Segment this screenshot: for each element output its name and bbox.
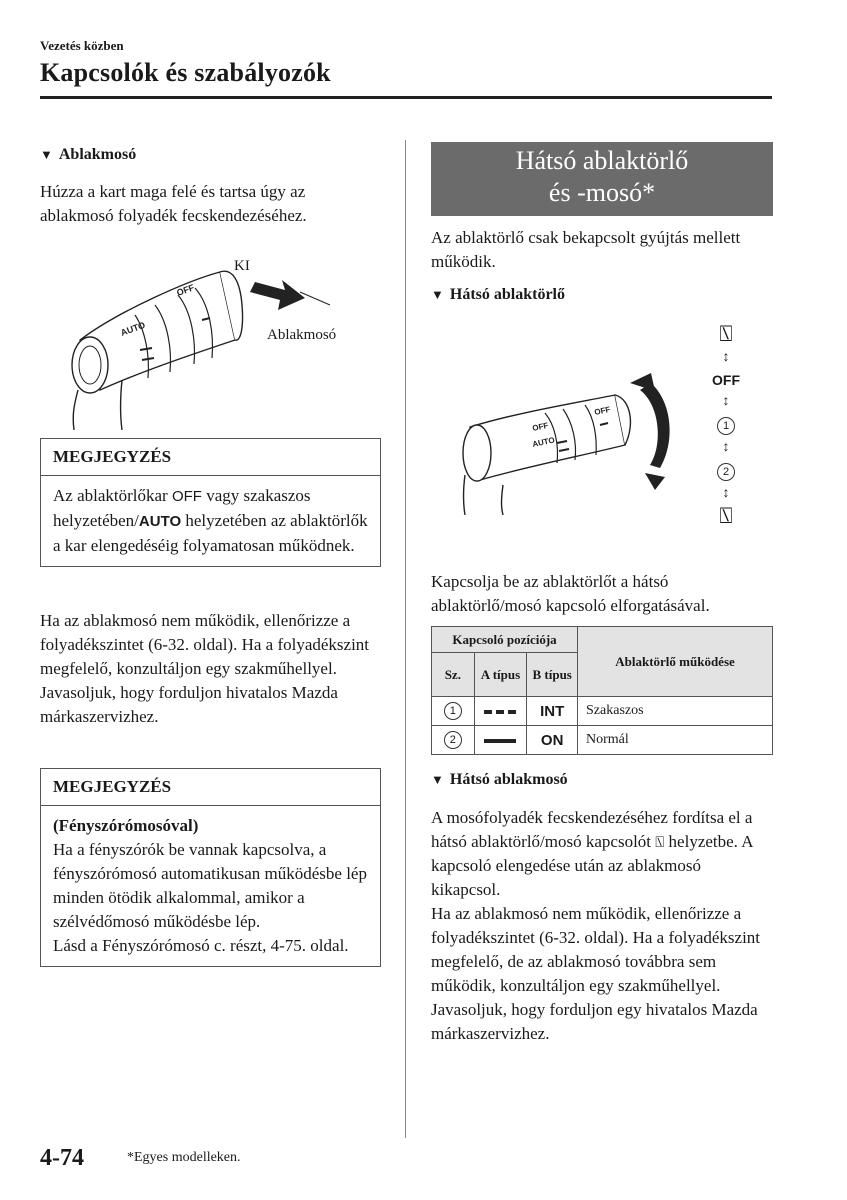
rear-washer-icon: ⍂: [719, 504, 733, 529]
figure-label-ki: KI: [234, 258, 250, 274]
table-row: [432, 697, 773, 726]
fluid-check-paragraph: Ha az ablakmosó nem működik, ellenőrizze a folyadékszintet (6-32. oldal). Ha a folyadékszint megfelelő, konzultáljon egy szakműhellyel. Javasoljuk, hogy forduljon hivatalos Mazda márkaszervizhez.: [40, 611, 370, 726]
figure-label-washer: Ablakmosó: [267, 327, 337, 343]
arrow-updown-icon: ↕: [722, 350, 730, 365]
note-heading: MEGJEGYZÉS: [41, 769, 380, 806]
switch-position-table: [431, 626, 773, 755]
arrow-updown-icon: ↕: [722, 394, 730, 409]
note-body: [41, 806, 380, 966]
switch-text: Kapcsolja be az ablaktörlőt a hátsó ablaktörlő/mosó kapcsoló elforgatásával.: [431, 572, 710, 615]
table-header-operation: Ablaktörlő működése: [578, 627, 773, 697]
auto-label: AUTO: [138, 513, 182, 530]
note-heading: MEGJEGYZÉS: [41, 439, 380, 476]
row-operation: Szakaszos: [578, 697, 773, 726]
position-sequence: [706, 322, 746, 530]
note-text: Ha a fényszórók be vannak kapcsolva, a fényszórómosó automatikusan működésbe lép minden ötödik alkalommal, amikor a szélvédőmosó működésbe lép.: [53, 840, 367, 931]
section-banner: Hátsó ablaktörlő és -mosó*: [431, 142, 773, 216]
triangle-icon: ▼: [431, 287, 444, 302]
page-number: 4-74: [40, 1145, 84, 1171]
footnote: *Egyes modelleken.: [127, 1150, 241, 1165]
note-box-2: [40, 768, 381, 967]
column-divider: [405, 140, 406, 1138]
table-header-num: Sz.: [432, 653, 475, 697]
title-rule: [40, 96, 772, 99]
rear-wiper-lever-figure: [455, 365, 695, 515]
triangle-icon: ▼: [431, 772, 444, 787]
rear-washer-text: A mosófolyadék fecskendezéséhez fordítsa el a hátsó ablaktörlő/mosó kapcsolót ⍂ helyzetbe. A kapcsoló elengedése után az ablakmosó kikapcsol. Ha az ablakmosó nem működik, ellenőrizze a folyadékszintet (6-32. oldal). Ha a folyadékszint megfelelő, de az ablakmosó továbbra sem működik, konzultáljon egy szakműhellyel. Javasoljuk, hogy forduljon egy hivatalos Mazda márkaszervizhez.: [431, 808, 761, 1043]
table-header-b: B típus: [527, 653, 578, 697]
intro-text: Az ablaktörlő csak bekapcsolt gyújtás mellett működik.: [431, 228, 741, 271]
rear-washer-icon: ⍂: [719, 322, 733, 347]
note-subheading: (Fényszórómosóval): [53, 816, 199, 835]
arrow-updown-icon: ↕: [722, 440, 730, 455]
table-header-a: A típus: [474, 653, 527, 697]
note-reference: Lásd a Fényszórómosó c. részt, 4-75. oldal.: [53, 936, 349, 955]
table-row: [432, 726, 773, 755]
note-box-1: [40, 438, 381, 567]
washer-heading: ▼ Ablakmosó: [40, 146, 137, 163]
lever-auto-text: AUTO: [531, 435, 556, 449]
rear-washer-icon: ⍂: [655, 833, 665, 851]
table-group-header: Kapcsoló pozíciója: [432, 627, 578, 653]
triangle-icon: ▼: [40, 147, 53, 162]
off-label: OFF: [171, 488, 202, 505]
position-1: 1: [717, 417, 735, 435]
row-number: 1: [444, 702, 462, 720]
solid-line-icon: [474, 726, 527, 755]
dashed-line-icon: [474, 697, 527, 726]
section-label: Vezetés közben: [40, 38, 124, 53]
page-title: Kapcsolók és szabályozók: [40, 58, 331, 87]
note-body: Az ablaktörlőkar OFF vagy szakaszos helyzetében/AUTO helyzetében az ablaktörlők a kar elengedéséig folyamatosan működnek.: [53, 486, 368, 555]
lever-off-text-2: OFF: [593, 404, 612, 417]
position-2: 2: [717, 463, 735, 481]
rear-washer-heading: ▼ Hátsó ablakmosó: [431, 771, 568, 788]
washer-text: Húzza a kart maga felé és tartsa úgy az ablakmosó folyadék fecskendezéséhez.: [40, 182, 307, 225]
lever-off-text: OFF: [175, 282, 196, 298]
arrow-updown-icon: ↕: [722, 486, 730, 501]
lever-auto-text: AUTO: [119, 319, 147, 338]
position-off: OFF: [712, 372, 740, 388]
row-b-value: INT: [527, 697, 578, 726]
row-number: 2: [444, 731, 462, 749]
row-operation: Normál: [578, 726, 773, 755]
lever-off-text: OFF: [531, 420, 550, 433]
rear-wiper-heading: ▼ Hátsó ablaktörlő: [431, 286, 565, 303]
row-b-value: ON: [527, 726, 578, 755]
